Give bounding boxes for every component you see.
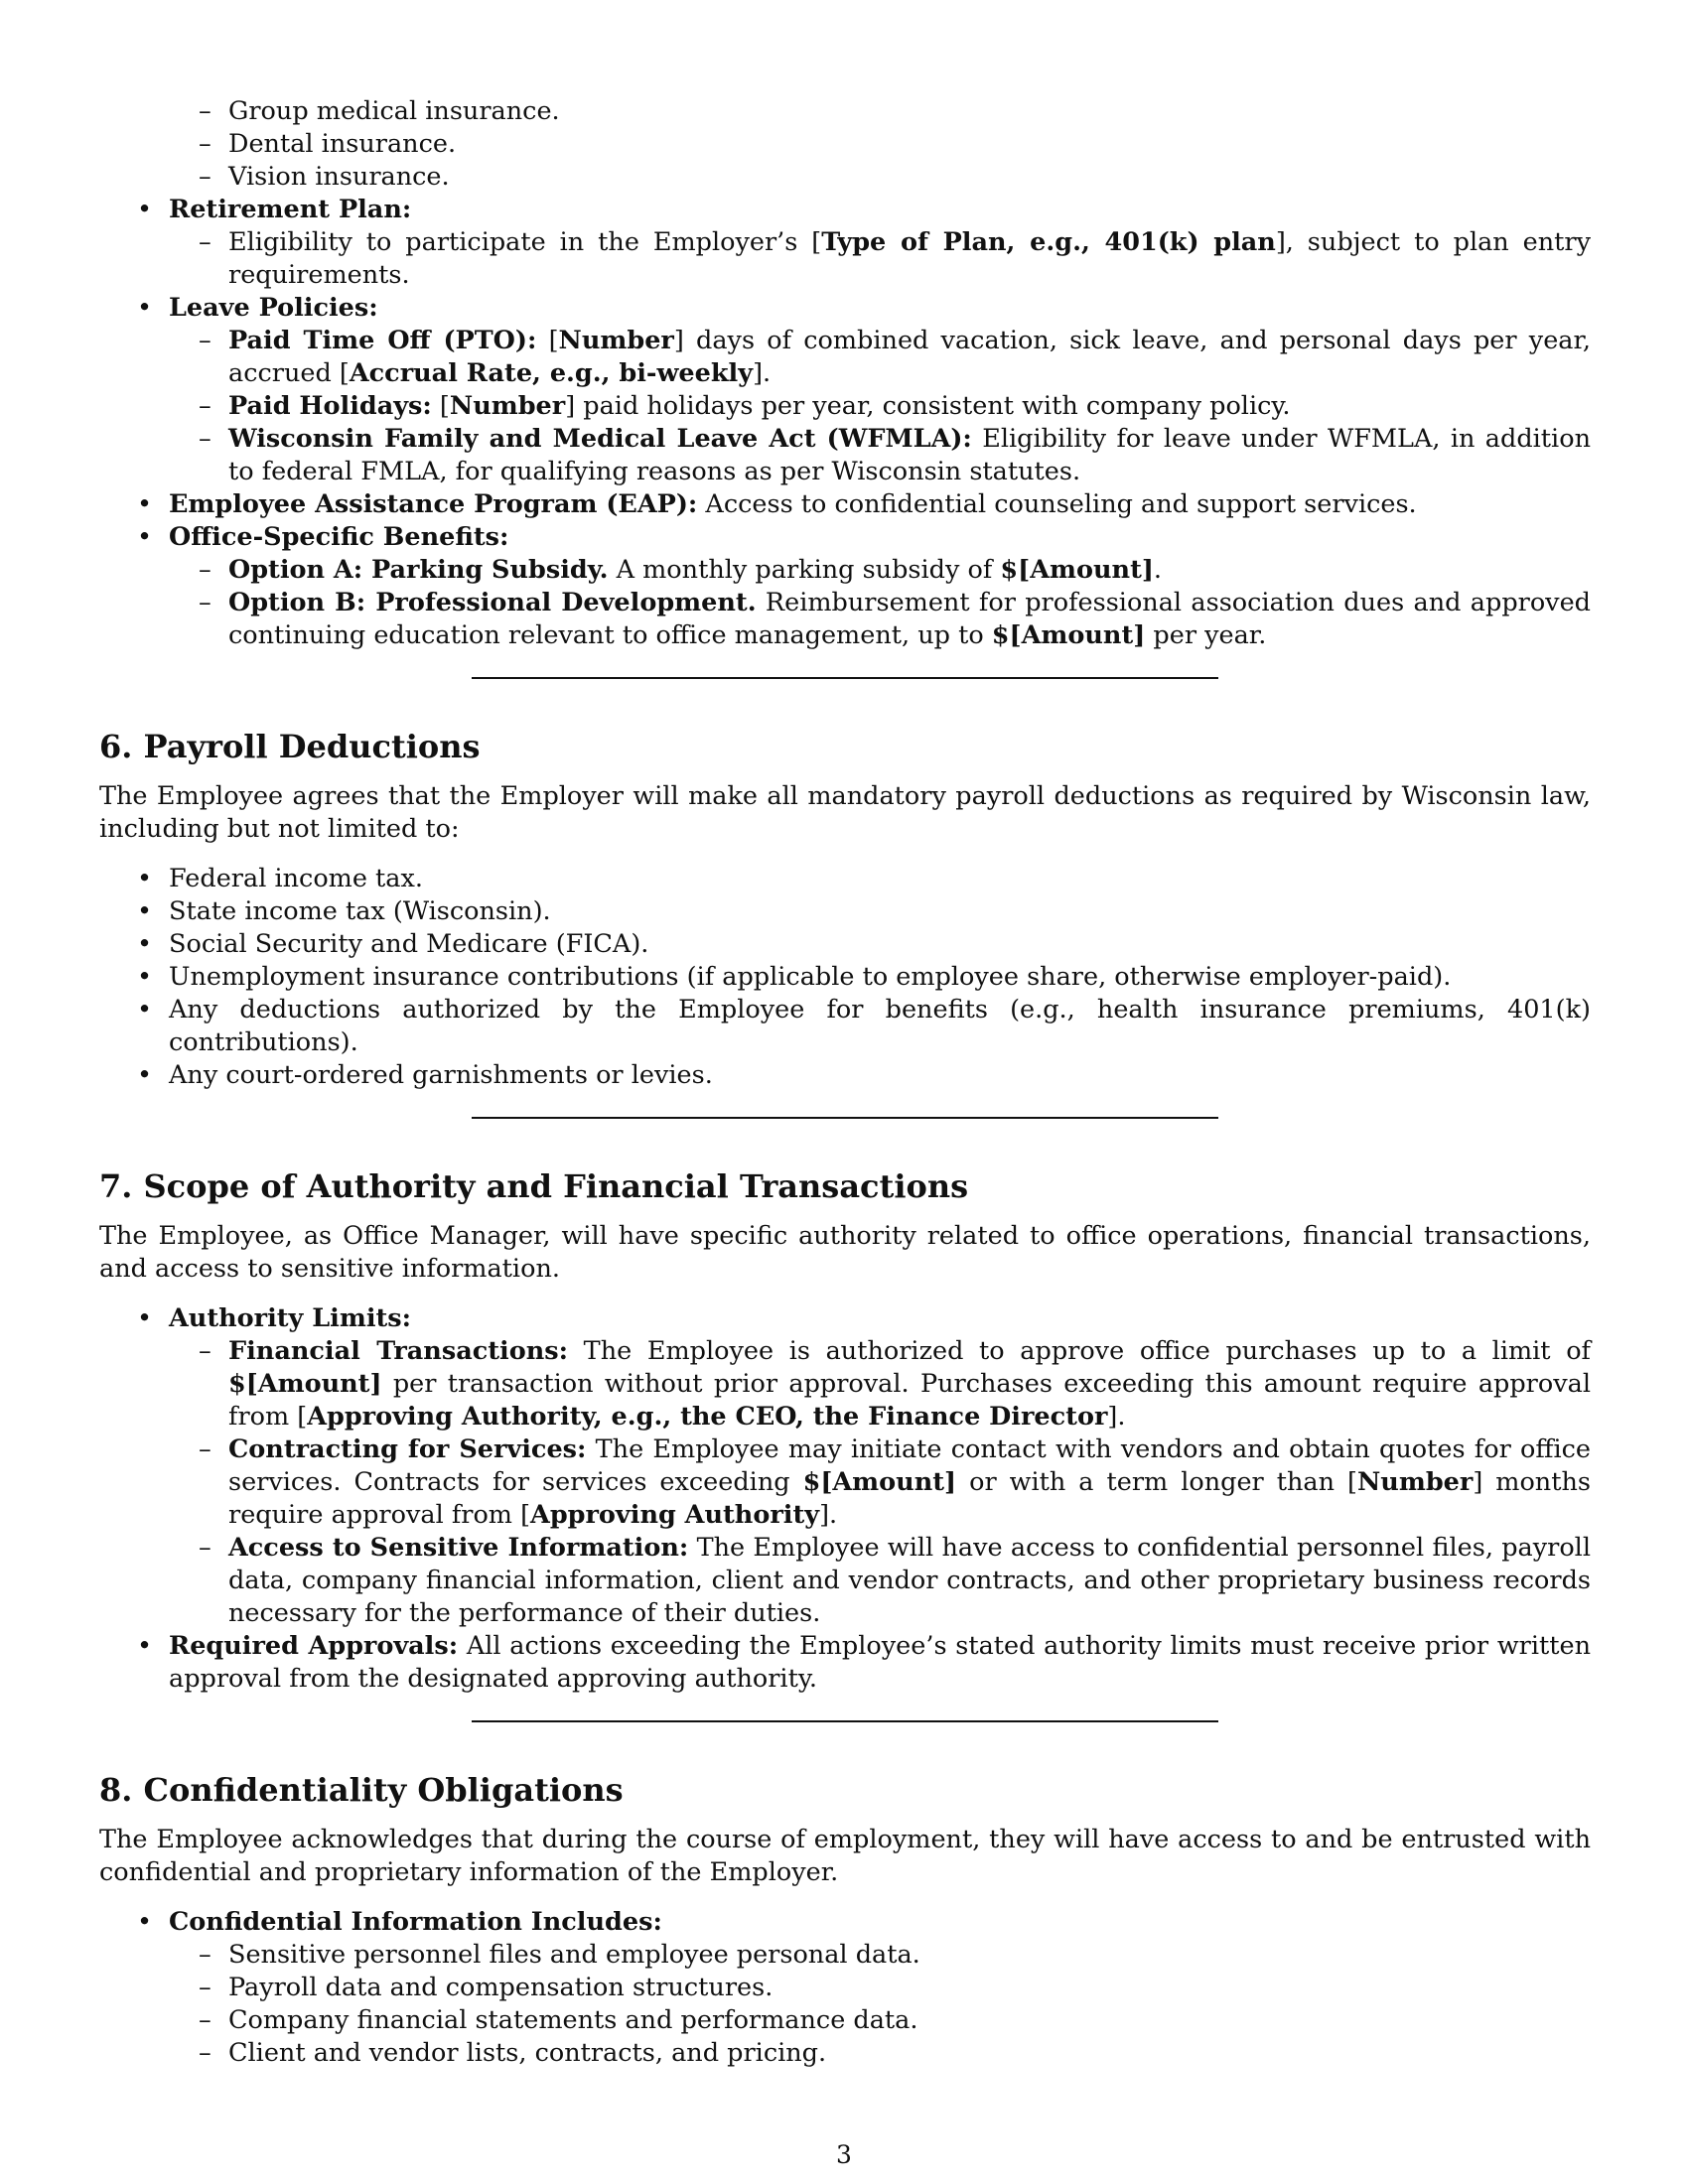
list-item-option-b: – Option B: Professional Development. Reimbursement for professional association dues and approved continuing education relevant to office management, up to $[Amount] per year. bbox=[199, 588, 1592, 650]
section-heading-authority: 7. Scope of Authority and Financial Transactions bbox=[99, 1167, 969, 1205]
list-item-financial: – Financial Transactions: The Employee is authorized to approve office purchases up to a limit of $[Amount] per transaction without prior approval. Purchases exceeding this amount require approval from [Approving Authority, e.g., the CEO, the Finance Director]. bbox=[199, 1336, 1591, 1432]
list-item-option-a: – Option A: Parking Subsidy. A monthly parking subsidy of $[Amount]. bbox=[199, 555, 1163, 585]
section-intro: The Employee agrees that the Employer will make all mandatory payroll deductions as required by Wisconsin law, including but not limited to: bbox=[99, 781, 1591, 844]
list-item-pto: – Paid Time Off (PTO): [Number] days of combined vacation, sick leave, and personal days per year, accrued [Accrual Rate, e.g., bi-weekly]. bbox=[199, 326, 1591, 388]
section-heading-payroll: 6. Payroll Deductions bbox=[99, 728, 481, 765]
list-item: • Any court-ordered garnishments or levies. bbox=[137, 1060, 713, 1090]
list-item: – Dental insurance. bbox=[199, 129, 457, 159]
list-item-holidays: – Paid Holidays: [Number] paid holidays per year, consistent with company policy. bbox=[199, 391, 1291, 421]
page-number: 3 bbox=[836, 2140, 852, 2169]
section-divider bbox=[472, 677, 1218, 679]
list-item: – Vision insurance. bbox=[199, 162, 450, 192]
list-item: – Eligibility to participate in the Employer’s [Type of Plan, e.g., 401(k) plan], subject to plan entry requirements. bbox=[199, 227, 1592, 290]
confidential-list bbox=[99, 1906, 1591, 2070]
list-item-eap: • Employee Assistance Program (EAP): Access to confidential counseling and support services. bbox=[137, 489, 1417, 519]
section-divider bbox=[472, 1117, 1218, 1119]
document-page bbox=[99, 95, 1591, 2070]
list-item-contracting: – Contracting for Services: The Employee may initiate contact with vendors and obtain quotes for office services. Contracts for services exceeding $[Amount] or with a term longer than [Number] months require approval from [Approving Authority]. bbox=[199, 1434, 1591, 1530]
list-item-required-approvals: • Required Approvals: All actions exceeding the Employee’s stated authority limits must receive prior written approval from the designated approving authority. bbox=[137, 1631, 1591, 1694]
section-intro: The Employee, as Office Manager, will have specific authority related to office operations, financial transactions, and access to sensitive information. bbox=[99, 1221, 1591, 1284]
list-item: • State income tax (Wisconsin). bbox=[137, 896, 551, 926]
list-item-confidential: • Confidential Information Includes: bbox=[137, 1907, 662, 1937]
section-divider bbox=[472, 1720, 1218, 1722]
list-item: • Social Security and Medicare (FICA). bbox=[137, 929, 649, 959]
list-item: • Federal income tax. bbox=[137, 864, 423, 893]
list-item: • Any deductions authorized by the Employee for benefits (e.g., health insurance premiums, 401(k) contributions). bbox=[137, 995, 1591, 1057]
list-item-wfmla: – Wisconsin Family and Medical Leave Act (WFMLA): Eligibility for leave under WFMLA, in addition to federal FMLA, for qualifying reasons as per Wisconsin statutes. bbox=[199, 424, 1591, 486]
list-item: – Group medical insurance. bbox=[199, 96, 560, 126]
list-item-office-benefits: • Office-Specific Benefits: bbox=[137, 522, 509, 552]
list-item: – Company financial statements and performance data. bbox=[199, 2005, 918, 2035]
list-item: – Client and vendor lists, contracts, and pricing. bbox=[199, 2038, 827, 2068]
list-item-authority-limits: • Authority Limits: bbox=[137, 1303, 412, 1333]
list-item-leave: • Leave Policies: bbox=[137, 293, 378, 323]
section-intro: The Employee acknowledges that during the course of employment, they will have access to and be entrusted with confidential and proprietary information of the Employer. bbox=[99, 1825, 1591, 1887]
deductions-list bbox=[99, 863, 1591, 1092]
list-item-retirement: • Retirement Plan: bbox=[137, 195, 412, 224]
list-item-access: – Access to Sensitive Information: The Employee will have access to confidential personnel files, payroll data, company financial information, client and vendor contracts, and other proprietary business records necessary for the performance of their duties. bbox=[199, 1533, 1591, 1628]
list-item: – Sensitive personnel files and employee personal data. bbox=[199, 1940, 920, 1970]
benefits-list bbox=[99, 95, 1591, 652]
list-item: – Payroll data and compensation structures. bbox=[199, 1973, 774, 2002]
authority-list bbox=[99, 1302, 1591, 1696]
list-item: • Unemployment insurance contributions (if applicable to employee share, otherwise employer-paid). bbox=[137, 962, 1452, 992]
section-heading-confidentiality: 8. Confidentiality Obligations bbox=[99, 1771, 624, 1809]
